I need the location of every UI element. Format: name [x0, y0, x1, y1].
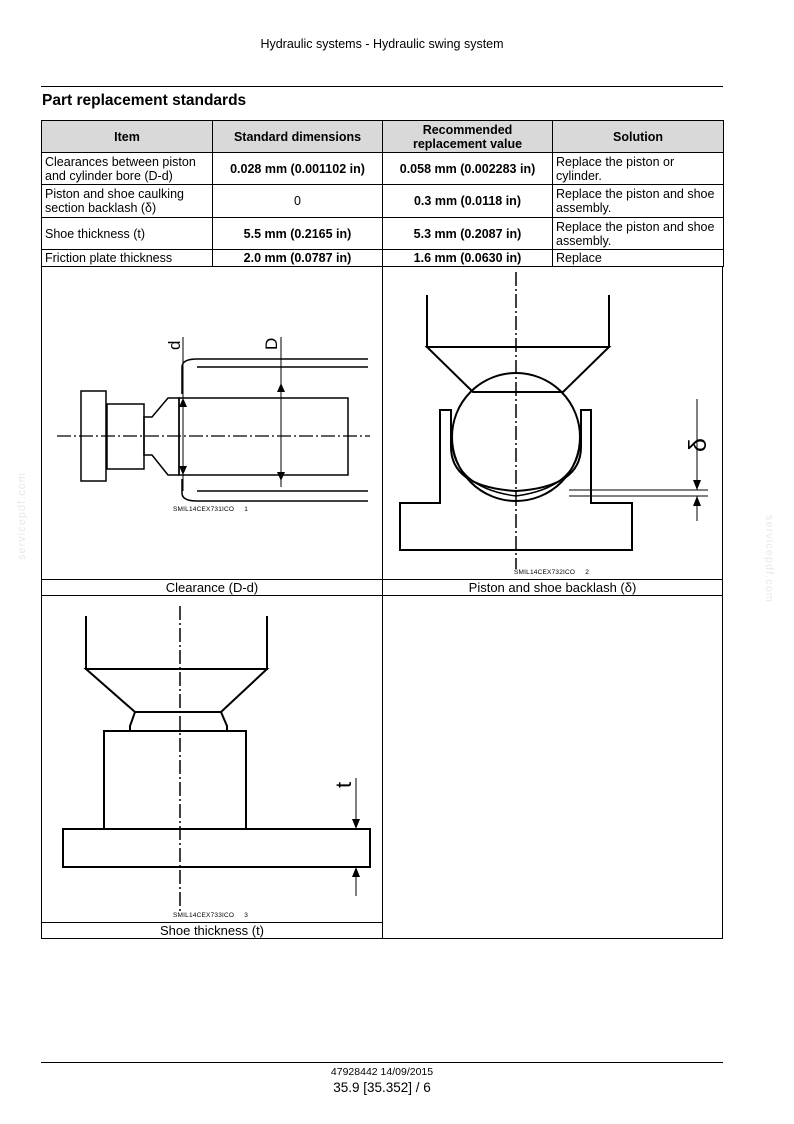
- figure-2-drawing: [383, 267, 722, 577]
- footer-page-number: 35.9 [35.352] / 6: [333, 1080, 431, 1095]
- cell-standard: 0: [213, 185, 383, 218]
- standards-table: [41, 120, 724, 267]
- figure-number: 1: [244, 506, 249, 513]
- table-row: [42, 250, 724, 267]
- watermark-right: servicepdf.com: [763, 515, 775, 603]
- col-header-recommended: Recommended replacement value: [383, 121, 553, 153]
- table-row: [42, 218, 724, 250]
- cell-item: Clearances between piston and cylinder bore (D-d): [42, 153, 213, 185]
- cell-recommended: 1.6 mm (0.0630 in): [383, 250, 553, 267]
- empty-cell: [382, 595, 723, 939]
- watermark-left: servicepdf.com: [16, 472, 28, 560]
- cell-solution: Replace: [553, 250, 724, 267]
- figure-3-cell: [41, 595, 383, 939]
- table-row: [42, 153, 724, 185]
- col-header-standard: Standard dimensions: [213, 121, 383, 153]
- figure-code: SMIL14CEX731ICO: [173, 506, 235, 513]
- figure-grid: [41, 266, 723, 939]
- cell-recommended: 0.3 mm (0.0118 in): [383, 185, 553, 218]
- cell-recommended: 0.058 mm (0.002283 in): [383, 153, 553, 185]
- label-d: d: [165, 340, 184, 350]
- label-t: t: [331, 781, 356, 788]
- figure-number: 3: [244, 912, 249, 919]
- table-header-row: [42, 121, 724, 153]
- figure-number: 2: [585, 569, 590, 576]
- label-delta: δ: [684, 438, 712, 452]
- label-D: D: [262, 337, 281, 350]
- figure-2-code: [514, 569, 589, 576]
- figure-1-code: [173, 506, 248, 513]
- cell-recommended: 5.3 mm (0.2087 in): [383, 218, 553, 250]
- cell-solution: Replace the piston and shoe assembly.: [553, 218, 724, 250]
- cell-item: Shoe thickness (t): [42, 218, 213, 250]
- page-header: Hydraulic systems - Hydraulic swing system: [260, 37, 504, 51]
- cell-standard: 5.5 mm (0.2165 in): [213, 218, 383, 250]
- col-header-item: Item: [42, 121, 213, 153]
- cell-solution: Replace the piston or cylinder.: [553, 153, 724, 185]
- col-header-solution: Solution: [553, 121, 724, 153]
- footer-doc-ref: 47928442 14/09/2015: [330, 1066, 434, 1078]
- figure-code: SMIL14CEX732ICO: [514, 569, 576, 576]
- figure-2-caption: Piston and shoe backlash (δ): [383, 579, 722, 596]
- cell-standard: 0.028 mm (0.001102 in): [213, 153, 383, 185]
- footer-rule: [41, 1062, 723, 1063]
- cell-item: Piston and shoe caulking section backlash (δ): [42, 185, 213, 218]
- figure-2-cell: [382, 266, 723, 596]
- figure-1-caption: Clearance (D-d): [42, 579, 382, 596]
- cell-standard: 2.0 mm (0.0787 in): [213, 250, 383, 267]
- section-title: Part replacement standards: [42, 92, 247, 109]
- figure-code: SMIL14CEX733ICO: [173, 912, 235, 919]
- figure-1-cell: [41, 266, 383, 596]
- cell-item: Friction plate thickness: [42, 250, 213, 267]
- figure-3-code: [173, 912, 248, 919]
- table-row: [42, 185, 724, 218]
- cell-solution: Replace the piston and shoe assembly.: [553, 185, 724, 218]
- figure-3-caption: Shoe thickness (t): [42, 922, 382, 939]
- header-rule: [41, 86, 723, 87]
- figure-3-drawing: [42, 596, 382, 921]
- figure-1-drawing: [42, 267, 382, 577]
